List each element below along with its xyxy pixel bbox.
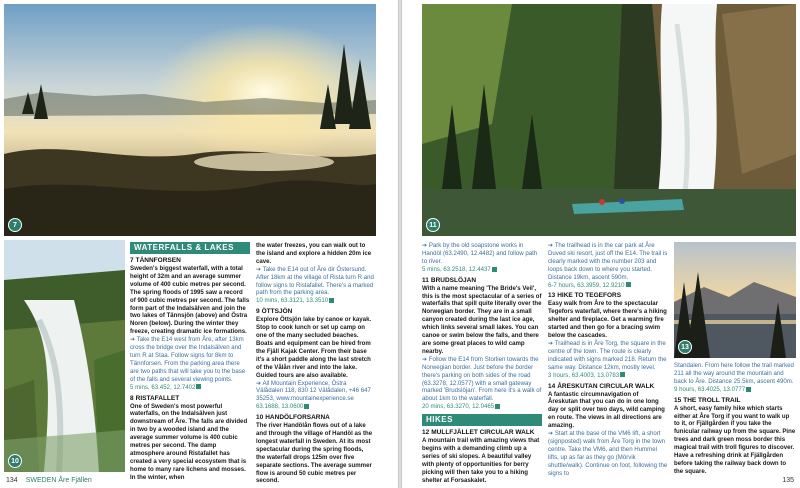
entry-coords: 20 mins, 63.3270, 12.0465 xyxy=(422,403,542,411)
section-heading: WATERFALLS & LAKES xyxy=(130,242,250,254)
entry-body: Explore Öttsjön lake by canoe or kayak. Stop to cook lunch or set up camp on one of the many secluded beaches. Boats and equipment can be hired from the Fjäll Kajak Center. From their base it's a short paddle along the last stretch of the Vålån river and into the lake. Guided tours are also available. xyxy=(256,316,372,379)
entry-coords: 9 hours, 63.4025, 13.0777 xyxy=(674,386,796,394)
entry-heading: 15 THE TROLL TRAIL xyxy=(674,396,741,404)
entry-heading: 9 ÖTTSJÖN xyxy=(256,308,293,316)
section-heading: HIKES xyxy=(422,414,542,426)
left-column-1 xyxy=(130,242,250,481)
entry-coords: 6-7 hours, 63.3959, 12.9210 xyxy=(548,282,668,290)
entry-body: One of Sweden's most powerful waterfalls, on the Indalsälven just downstream of Åre. The falls are divided in two by a wooded island and the average summer volume is 400 cubic metres per second. The damp atmosphere around Ristafallet has created a very special ecosystem that is home to many rare lichens and mosses. In the winter, when xyxy=(130,402,248,481)
page-number: 135 xyxy=(782,477,794,484)
page-folio xyxy=(6,477,92,484)
entry-heading: 10 HANDÖLFORSARNA xyxy=(256,414,330,422)
entry-body: Easy walk from Åre to the spectacular Tegefors waterfall, where there's a hiking shelter and fireplace. Get a warming fire started and then go for a bracing swim below the cascades. xyxy=(548,300,667,340)
entry-directions: ➔ Park by the old soapstone works in Handöl (63.2490, 12.4482) and follow path to river. xyxy=(422,242,538,265)
entry-heading: 7 TÄNNFORSEN xyxy=(130,257,181,264)
waterfall-photo xyxy=(4,240,125,472)
entry-heading: 14 ÅRESKUTAN CIRCULAR WALK xyxy=(548,382,655,390)
entry-coords: 3 hours, 63.4003, 13.0783 xyxy=(548,372,668,380)
photo-number-badge: 10 xyxy=(8,454,22,468)
entry-body: A mountain trail with amazing views that begins with a demanding climb up a series of ski slopes. A beautiful valley with plenty of opportunities for berry picking will then take you to a hiking shelter at Forsaskalet. xyxy=(422,437,540,484)
right-column-1 xyxy=(422,242,542,484)
running-head: SWEDEN Åre Fjällen xyxy=(25,477,92,484)
sunrise-mist-photo xyxy=(4,4,376,236)
entry-heading: 12 MULLFJÄLLET CIRCULAR WALK xyxy=(422,429,535,437)
photo-number-badge: 7 xyxy=(8,218,22,232)
entry-directions: ➔ The trailhead is in the car park at Åre Duved ski resort, just off the E14. The trail is clearly marked with the number 203 and loops back down to where you started. Distance 19km, ascent 590m. xyxy=(548,242,668,281)
entry-body: the water freezes, you can walk out to the island and explore a hidden 20m ice cave. xyxy=(256,242,372,265)
entry-coords: 5 mins, 63.2518, 12.4437 xyxy=(422,266,542,274)
entry-directions: ➔ Follow the E14 from Storlien towards the Norwegian border. Just before the border there's parking on both sides of the road (63.3278, 12.0577) with a small gateway marked 'Brudslöjan'. From here it's a walk of about 1km to the waterfall. xyxy=(422,355,542,403)
right-column-3 xyxy=(674,362,796,478)
right-column-2 xyxy=(548,242,668,476)
entry-heading: 11 BRUDSLÖJAN xyxy=(422,276,477,284)
entry-coords: 5 mins, 63.452, 12.7402 xyxy=(130,384,250,392)
photo-number-badge: 11 xyxy=(426,218,440,232)
entry-coords: 10 mins, 63.3121, 13.3510 xyxy=(256,297,374,305)
entry-directions: ➔ Trailhead is in Åre Torg, the square in the centre of the town. The route is clearly indicated with signs marked 218. Return the same way. Distance 12km, mostly level. xyxy=(548,339,667,371)
entry-body: Sweden's biggest waterfall, with a total height of 32m and an average summer volume of 400 cubic metres per second. The spring floods of 1995 saw a record of 900 cubic metres per second. The falls form part of the Indalsälven and join the two lakes of Tännsjön (above) and Östra Noren (below). During the winter they freeze, creating dramatic ice formations. xyxy=(130,265,250,336)
entry-directions: Standalen. From here follow the trail marked 211 all the way around the mountain and back to Åre. Distance 25.5km, ascent 490m. xyxy=(674,362,794,385)
photo-number-badge: 13 xyxy=(678,340,692,354)
entry-directions: ➔ All Mountain Experience, Östra Välådalen 118, 830 12 Välådalen, +46 647 35253, www.mountainexperience.se xyxy=(256,379,371,403)
entry-body: A short, easy family hike which starts either at Åre Torg if you want to walk up to it, or Fjällgården if you take the funicular railway up from the square. Pine trees and dark green moss border this magical trail with troll figures to discover. Have a refreshing drink at Fjällgården before taking the railway back down to the square. xyxy=(674,404,796,475)
entry-body: The river Handölån flows out of a lake and through the village of Handöl as the longest waterfall in Sweden. At its most spectacular during the spring floods, the waterfall drops 125m over five separate sections. The average summer flow is around 50 cubic metres per second. xyxy=(256,422,373,485)
right-page xyxy=(402,0,800,488)
entry-directions: ➔ Take the E14 west from Åre, after 13km cross the bridge over the Indalsälven and turn R at Staa. Follow signs for 8km to Tännforsen. From the parking area there are two paths that will take you to the base of the falls and several viewing points. xyxy=(130,336,246,383)
entry-heading: 13 HIKE TO TEGEFORS xyxy=(548,292,622,300)
entry-coords: 63.1688, 13.0600 xyxy=(256,403,374,411)
entry-body: With a name meaning 'The Bride's Veil', this is the most spectacular of a series of waterfalls that spill quite literally over the Norwegian border. They are in a small canyon created during the last ice age, which links several small lakes. You can canoe or swim below the falls, and there are some great places to wild camp nearby. xyxy=(422,284,542,355)
left-page xyxy=(0,0,398,488)
forest-waterfall-photo xyxy=(422,4,796,236)
entry-body: A fantastic circumnavigation of Åreskutan that you can do in one long day or split over two days, wild camping en route. The views in all directions are amazing. xyxy=(548,390,665,430)
mountain-lake-photo xyxy=(674,242,796,358)
page-number: 134 xyxy=(6,477,18,484)
entry-directions: ➔ Start at the base of the VM6 lift, a short (signposted) walk from Åre Torg in the town centre. Take the VM6, and then Hummel lifts, up as far as they go (Mörvik shuttle/walk). Continue on foot, following the signs to xyxy=(548,430,668,477)
entry-directions: ➔ Take the E14 out of Åre dir Östersund. After 18km at the village of Rista turn R and follow signs to Ristafallet. There's a marked path from the parking area. xyxy=(256,265,374,297)
entry-heading: 8 RISTAFALLET xyxy=(130,394,180,402)
left-column-2 xyxy=(256,242,374,485)
